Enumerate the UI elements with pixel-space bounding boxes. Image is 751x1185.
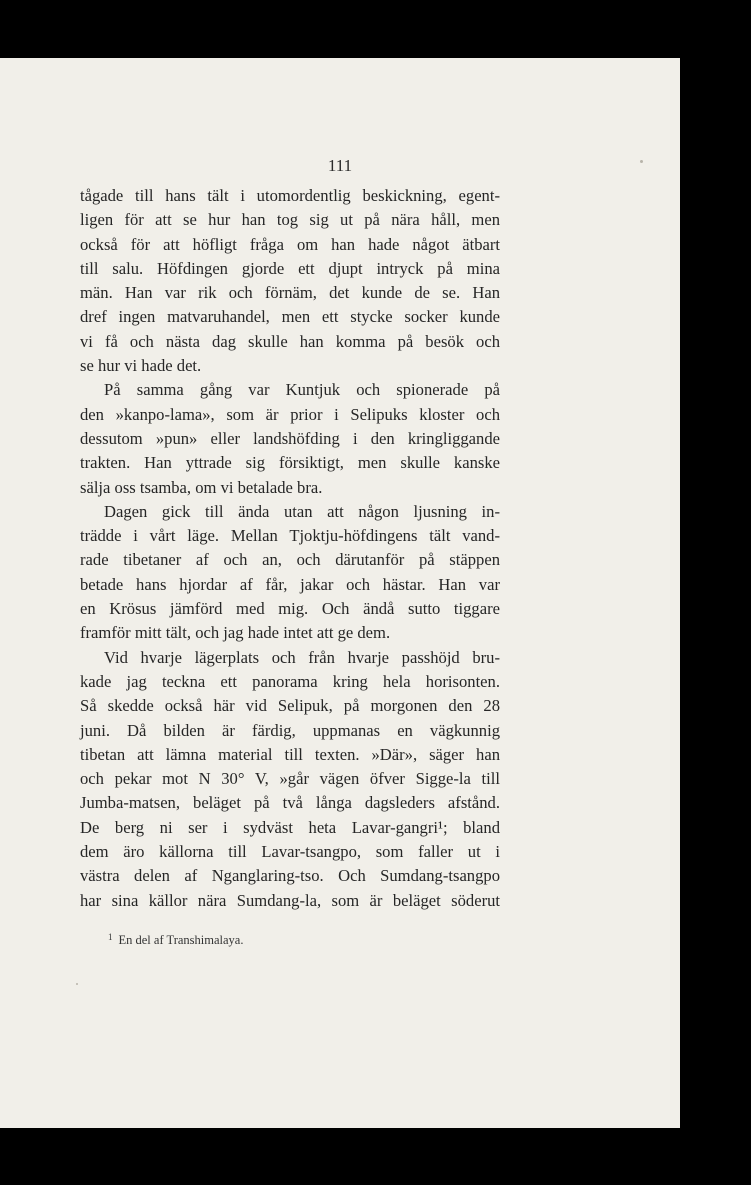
- text-line: Jumba-matsen, beläget på två långa dagsleders afstånd.: [80, 793, 500, 813]
- paragraph: [80, 184, 500, 378]
- text-line: betade hans hjordar af får, jakar och hästar. Han var: [80, 574, 500, 594]
- page-number: 111: [327, 156, 353, 175]
- text-line: vi få och nästa dag skulle han komma på besök och: [80, 331, 500, 351]
- text-line: framför mitt tält, och jag hade intet att ge dem.: [80, 623, 391, 643]
- paper-speck: [640, 160, 643, 163]
- footnote-marker: 1: [108, 932, 113, 942]
- text-line: tibetan att lämna material till texten. »Där», säger han: [80, 744, 500, 764]
- paragraph: [80, 646, 500, 913]
- text-line: dessutom »pun» eller landshöfding i den kringliggande: [80, 428, 500, 448]
- text-line: Vid hvarje lägerplats och från hvarje passhöjd bru-: [104, 647, 500, 667]
- text-line: till salu. Höfdingen gjorde ett djupt intryck på mina: [80, 258, 500, 278]
- text-line: sälja oss tsamba, om vi betalade bra.: [80, 477, 323, 497]
- book-page: [0, 58, 680, 1128]
- text-line: ligen för att se hur han tog sig ut på nära håll, men: [80, 210, 500, 230]
- text-line: tågade till hans tält i utomordentlig beskickning, egent-: [80, 186, 500, 205]
- text-line: På samma gång var Kuntjuk och spionerade på: [104, 380, 500, 400]
- text-line: har sina källor nära Sumdang-la, som är beläget söderut: [80, 890, 500, 910]
- paragraph: [80, 500, 500, 646]
- text-line: en Krösus jämförd med mig. Och ändå sutto tiggare: [80, 599, 500, 619]
- text-line: trakten. Han yttrade sig försiktigt, men skulle kanske: [80, 453, 500, 473]
- text-line: män. Han var rik och förnäm, det kunde de se. Han: [80, 283, 500, 303]
- text-line: se hur vi hade det.: [80, 356, 202, 376]
- text-line: Dagen gick till ända utan att någon ljusning in-: [104, 501, 500, 521]
- text-line: och pekar mot N 30° V, »går vägen öfver Sigge-la till: [80, 769, 500, 789]
- text-line: juni. Då bilden är färdig, uppmanas en vägkunnig: [80, 720, 500, 740]
- text-line: också för att höfligt fråga om han hade något ätbart: [80, 234, 500, 254]
- text-line: dem äro källorna till Lavar-tsangpo, som faller ut i: [80, 842, 500, 862]
- text-line: trädde i vårt läge. Mellan Tjoktju-höfdingens tält vand-: [80, 526, 500, 546]
- text-line: De berg ni ser i sydväst heta Lavar-gangri¹; bland: [80, 817, 500, 837]
- footnote: [108, 932, 243, 948]
- text-line: Så skedde också här vid Selipuk, på morgonen den 28: [80, 696, 500, 716]
- text-line: dref ingen matvaruhandel, men ett stycke socker kunde: [80, 307, 500, 327]
- paper-speck: [76, 983, 78, 985]
- paragraph: [80, 378, 500, 499]
- footnote-text: En del af Transhimalaya.: [118, 933, 244, 947]
- text-line: rade tibetaner af och an, och därutanför på stäppen: [80, 550, 500, 570]
- text-line: den »kanpo-lama», som är prior i Selipuks kloster och: [80, 404, 500, 424]
- body-text: [80, 184, 500, 913]
- text-line: kade jag teckna ett panorama kring hela horisonten.: [80, 671, 500, 691]
- text-line: västra delen af Nganglaring-tso. Och Sumdang-tsangpo: [80, 866, 500, 886]
